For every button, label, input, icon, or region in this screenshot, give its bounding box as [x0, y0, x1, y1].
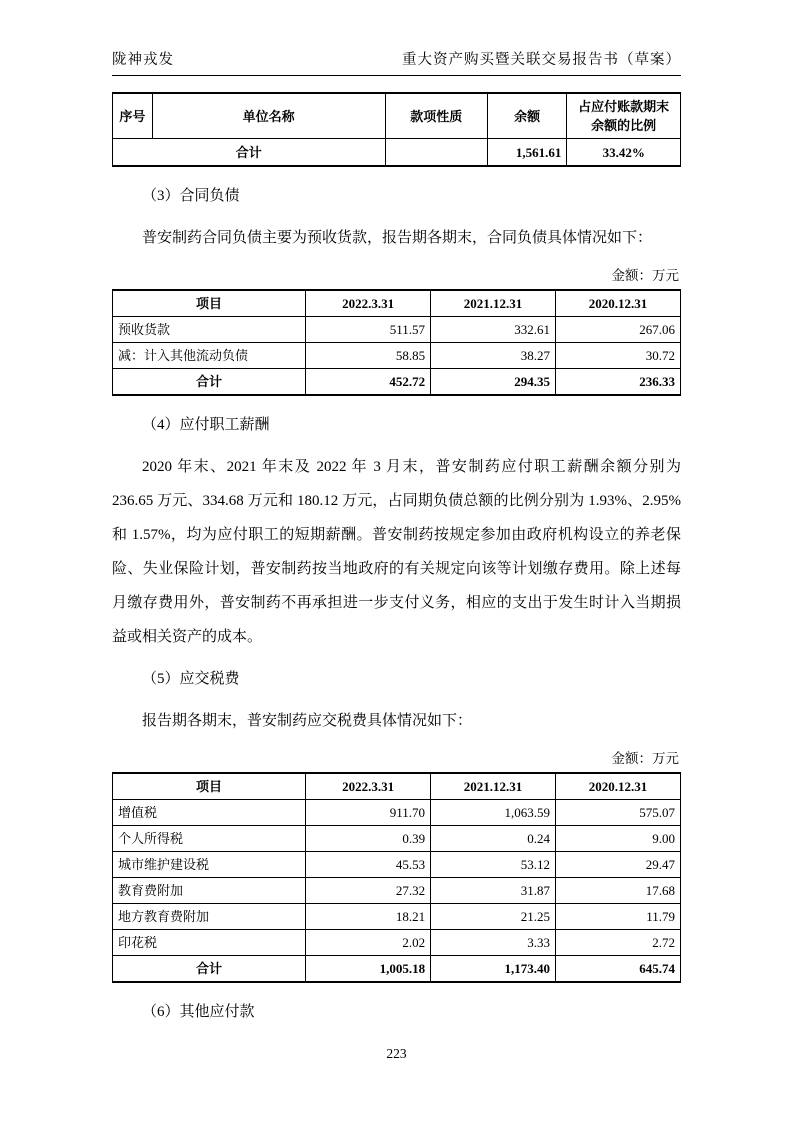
total-label: 合计	[113, 139, 386, 167]
section-heading-other-payables: （6）其他应付款	[142, 1004, 255, 1020]
section-heading-employee-compensation: （4）应付职工薪酬	[142, 417, 270, 433]
cell-value: 30.72	[556, 343, 681, 369]
row-label: 教育费附加	[113, 878, 306, 904]
total-value: 452.72	[306, 369, 431, 396]
row-label: 印花税	[113, 930, 306, 956]
column-header-项目: 项目	[113, 773, 306, 800]
contract-liabilities-table	[112, 289, 681, 396]
total-value: 1,005.18	[306, 956, 431, 983]
table-header-row	[113, 773, 681, 800]
total-balance: 1,561.61	[487, 139, 567, 167]
spacer	[112, 983, 681, 995]
cell-value: 31.87	[431, 878, 556, 904]
cell-value: 2.72	[556, 930, 681, 956]
total-value: 645.74	[556, 956, 681, 983]
spacer	[112, 213, 681, 221]
column-header-2020-12-31: 2020.12.31	[556, 773, 681, 800]
table-row	[113, 930, 681, 956]
cell-value: 11.79	[556, 904, 681, 930]
table-header-row	[113, 290, 681, 317]
paragraph-contract-liabilities: 普安制药合同负债主要为预收货款，报告期各期末，合同负债具体情况如下：	[142, 230, 653, 246]
paragraph-taxes-payable: 报告期各期末，普安制药应交税费具体情况如下：	[142, 713, 473, 729]
payables-continuation-table	[112, 92, 681, 167]
header-document-title: 重大资产购买暨关联交易报告书（草案）	[402, 52, 681, 68]
table-row	[113, 317, 681, 343]
table-total-row	[113, 139, 681, 167]
total-label: 合计	[113, 369, 306, 396]
spacer	[112, 255, 681, 263]
unit-note-contract-liabilities: 金额：万元	[611, 268, 679, 283]
cell-value: 18.21	[306, 904, 431, 930]
row-label: 增值税	[113, 800, 306, 826]
cell-value: 21.25	[431, 904, 556, 930]
row-label: 城市维护建设税	[113, 852, 306, 878]
column-header-2020-12-31: 2020.12.31	[556, 290, 681, 317]
cell-value: 267.06	[556, 317, 681, 343]
spacer	[112, 76, 681, 92]
cell-value: 17.68	[556, 878, 681, 904]
unit-note-taxes-payable: 金额：万元	[611, 751, 679, 766]
section-heading-contract-liabilities: （3）合同负债	[142, 188, 240, 204]
row-label: 减：计入其他流动负债	[113, 343, 306, 369]
cell-value: 58.85	[306, 343, 431, 369]
table-total-row	[113, 956, 681, 983]
column-header-2021-12-31: 2021.12.31	[431, 290, 556, 317]
column-header-2022-3-31: 2022.3.31	[306, 290, 431, 317]
cell-value: 2.02	[306, 930, 431, 956]
table-row	[113, 878, 681, 904]
column-header-款项性质: 款项性质	[385, 93, 487, 139]
section-heading-taxes-payable: （5）应交税费	[142, 671, 240, 687]
column-header-2021-12-31: 2021.12.31	[431, 773, 556, 800]
paragraph-employee-compensation: 2020 年末、2021 年末及 2022 年 3 月末，普安制药应付职工薪酬余额分别为 236.65 万元、334.68 万元和 180.12 万元，占同期负债总额的比例分别为 1.93%、2.95%和 1.57%，均为应付职工的短期薪酬。普安制药按规定参加由政府机构设立的养老保险、失业保险计划，普安制药按当地政府的有关规定向该等计划缴存费用。除上述每月缴存费用外，普安制药不再承担进一步支付义务，相应的支出于发生时计入当期损益或相关资产的成本。	[112, 459, 681, 645]
spacer	[112, 167, 681, 179]
cell-value: 332.61	[431, 317, 556, 343]
cell-value: 0.39	[306, 826, 431, 852]
column-header-单位名称: 单位名称	[152, 93, 385, 139]
page-number: 223	[386, 1046, 407, 1061]
cell-value: 38.27	[431, 343, 556, 369]
table-row	[113, 852, 681, 878]
row-label: 预收货款	[113, 317, 306, 343]
total-ratio: 33.42%	[567, 139, 681, 167]
total-value: 1,173.40	[431, 956, 556, 983]
row-label: 个人所得税	[113, 826, 306, 852]
taxes-payable-table	[112, 772, 681, 983]
header-company-name: 陇神戎发	[112, 52, 174, 68]
table-row	[113, 343, 681, 369]
cell-value: 29.47	[556, 852, 681, 878]
column-header-项目: 项目	[113, 290, 306, 317]
cell-value: 0.24	[431, 826, 556, 852]
spacer	[112, 442, 681, 450]
table-row	[113, 800, 681, 826]
total-nature	[385, 139, 487, 167]
table-total-row	[113, 369, 681, 396]
total-value: 236.33	[556, 369, 681, 396]
spacer	[112, 738, 681, 746]
page-header	[112, 0, 681, 69]
cell-value: 27.32	[306, 878, 431, 904]
cell-value: 3.33	[431, 930, 556, 956]
cell-value: 511.57	[306, 317, 431, 343]
column-header-序号: 序号	[113, 93, 153, 139]
spacer	[112, 396, 681, 408]
column-header-余额: 余额	[487, 93, 567, 139]
total-value: 294.35	[431, 369, 556, 396]
cell-value: 45.53	[306, 852, 431, 878]
table-row	[113, 826, 681, 852]
cell-value: 911.70	[306, 800, 431, 826]
column-header-占比: 占应付账款期末余额的比例	[567, 93, 681, 139]
cell-value: 575.07	[556, 800, 681, 826]
cell-value: 1,063.59	[431, 800, 556, 826]
row-label: 地方教育费附加	[113, 904, 306, 930]
table-row	[113, 904, 681, 930]
table-header-row	[113, 93, 681, 139]
column-header-2022-3-31: 2022.3.31	[306, 773, 431, 800]
cell-value: 53.12	[431, 852, 556, 878]
spacer	[112, 654, 681, 662]
spacer	[112, 696, 681, 704]
total-label: 合计	[113, 956, 306, 983]
cell-value: 9.00	[556, 826, 681, 852]
